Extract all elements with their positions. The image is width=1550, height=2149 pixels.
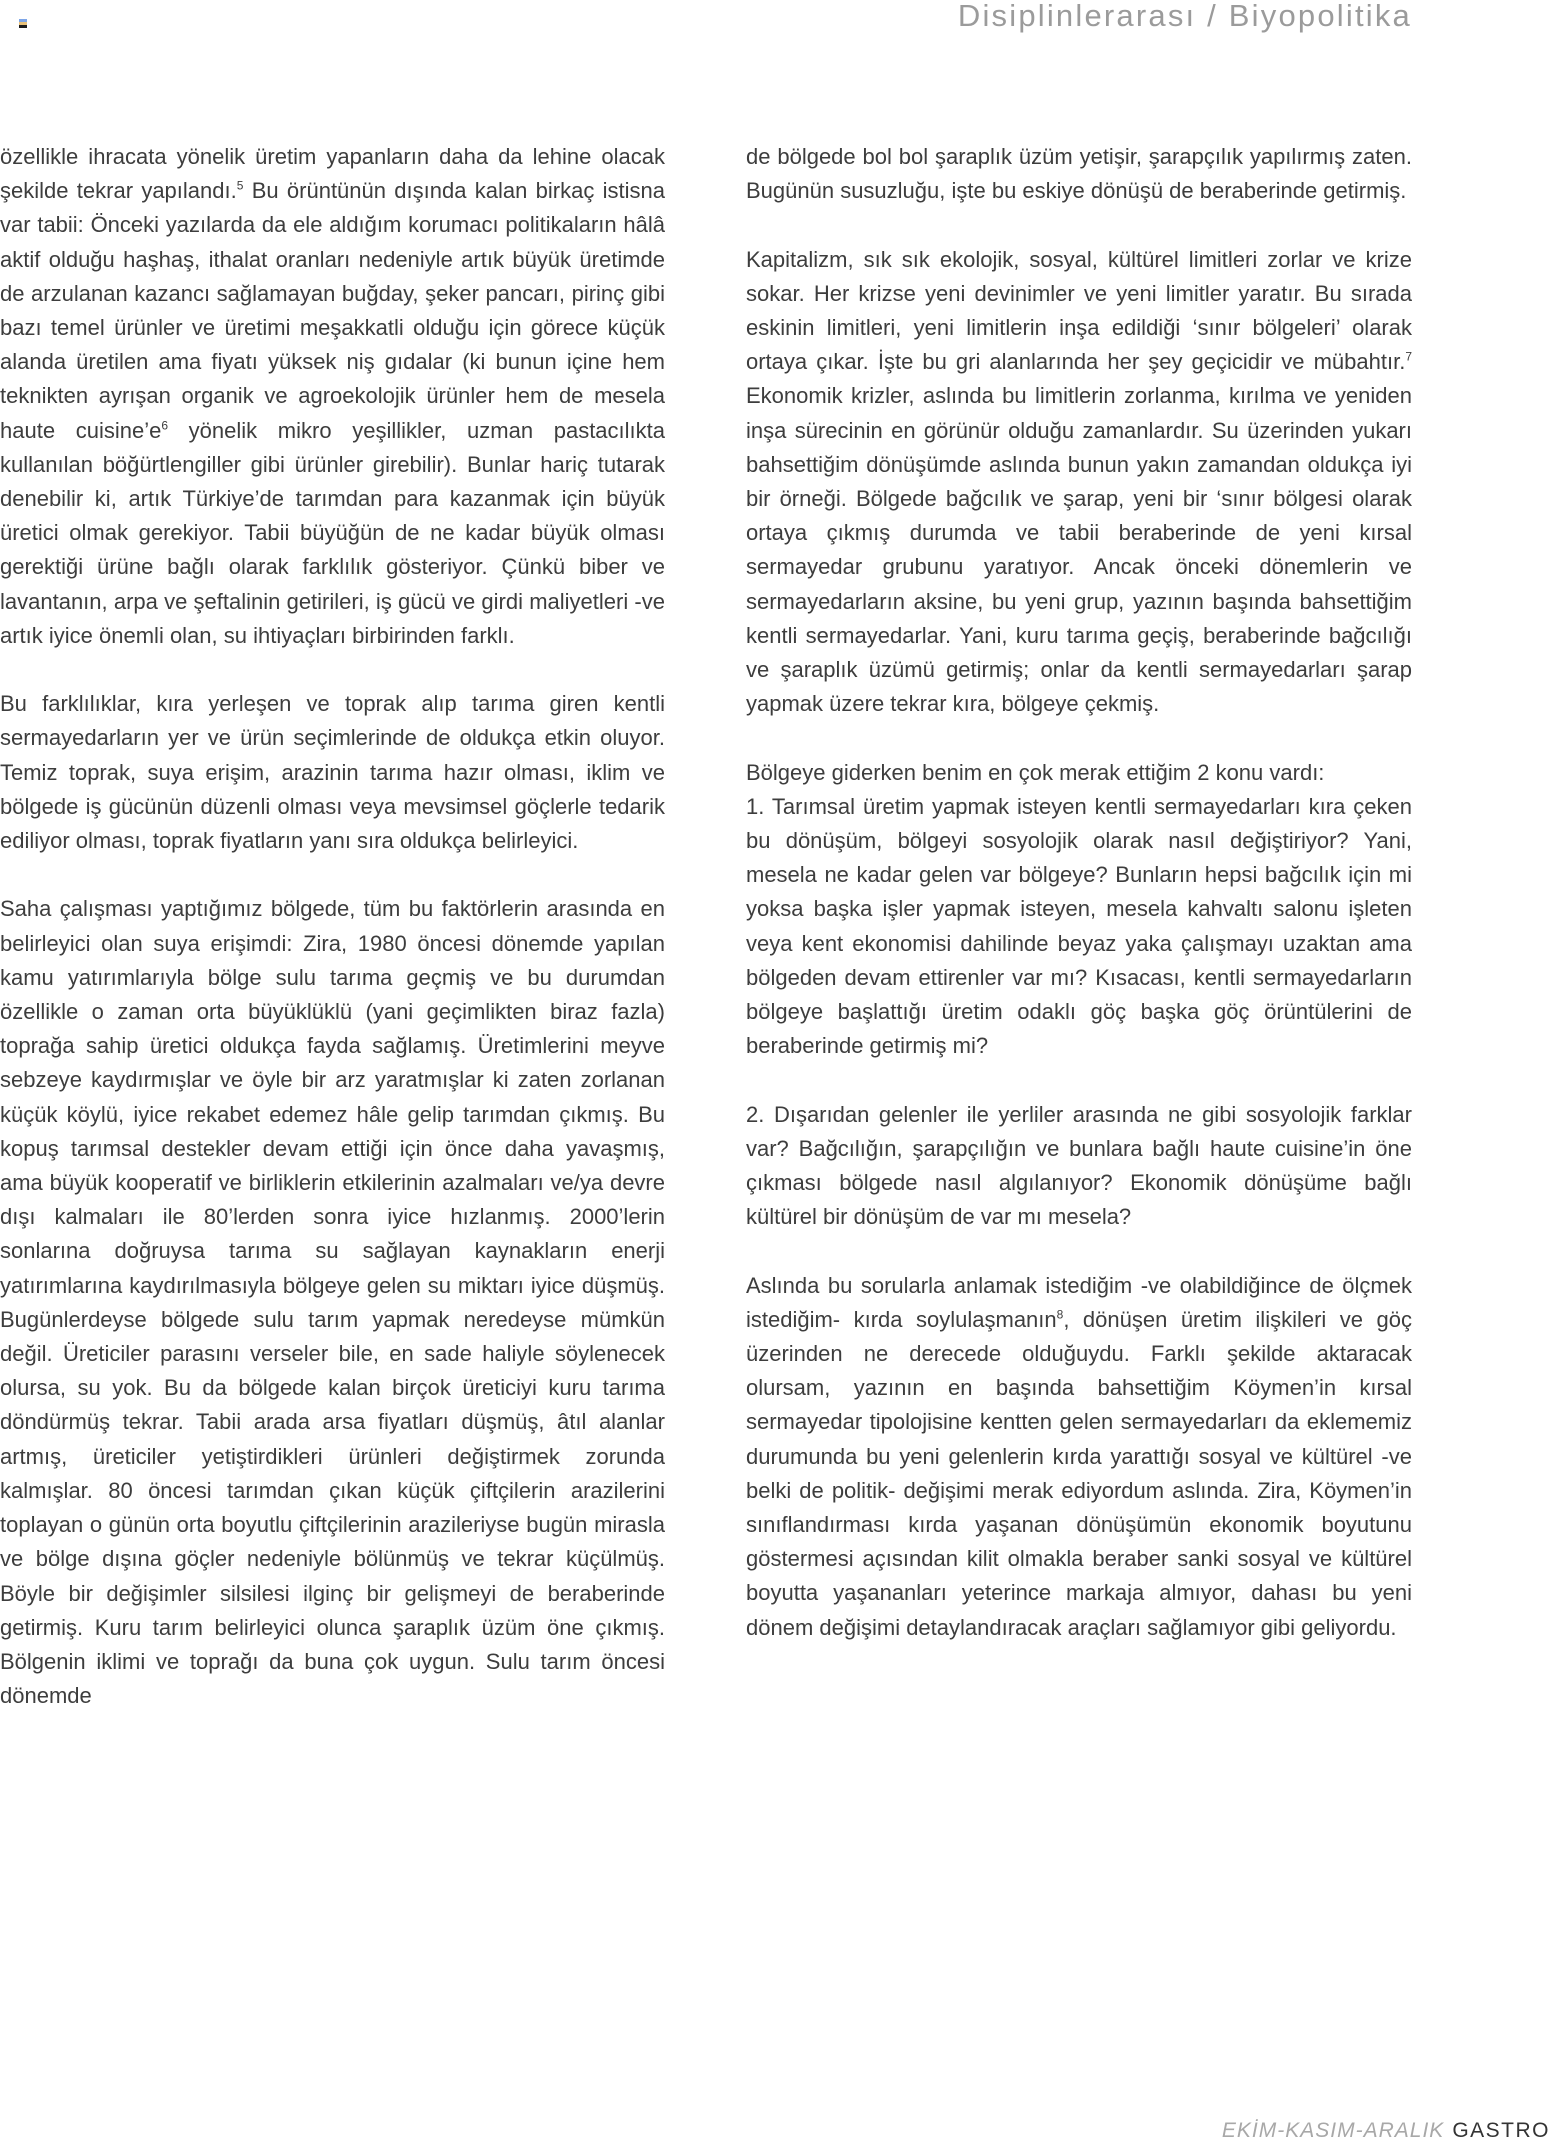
section-title: Disiplinlerarası / Biyopolitika: [957, 0, 1412, 33]
left-column: [0, 140, 665, 1713]
right-column: [746, 140, 1412, 1645]
text-run: , dönüşen üretim ilişkileri ve göç üzerinden ne derecede olduğuydu. Farklı şekilde aktaracak olursam, yazının en başında bahsettiğim Köymen’in kırsal sermayedar tipolojisine kentten gelen sermayedarları da eklememiz durumunda bu yeni gelenlerin kırda yarattığı sosyal ve kültürel -ve belki de politik- değişimi merak ediyordum aslında. Zira, Köymen’in sınıflandırması kırda yaşanan dönüşümün ekonomik boyutunu göstermesi açısından kilit olmakla beraber sanki sosyal ve kültürel boyutta yaşananları yeterince markaja almıyor, dahası bu yeni dönem değişimi detaylandıracak araçları sağlamıyor gibi geliyordu.: [746, 1306, 1412, 1640]
text-run: Kapitalizm, sık sık ekolojik, sosyal, kültürel limitleri zorlar ve krize sokar. Her krizse yeni devinimler ve yeni limitler yaratır. Bu sırada eskinin limitleri, yeni limitlerin inşa edildiği ‘sınır bölgeleri’ olarak ortaya çıkar. İşte bu gri alanlarında her şey geçicidir ve mübahtır.: [746, 246, 1412, 375]
text-run: Ekonomik krizler, aslında bu limitlerin zorlanma, kırılma ve yeniden inşa sürecinin en görünür olduğu zamanlardır. Su üzerinden yukarı bahsettiğim dönüşümde aslında bunun yakın zamandan oldukça iyi bir örneği. Bölgede bağcılık ve şarap, yeni bir ‘sınır bölgesi olarak ortaya çıkmış durumda ve tabii beraberinde de yeni kırsal sermayedar grubunu yaratıyor. Ancak önceki dönemlerin ve sermayedarların aksine, bu yeni grup, yazının başında bahsettiğim kentli sermayedarlar. Yani, kuru tarıma geçiş, beraberinde bağcılığı ve şaraplık üzümü getirmiş; onlar da kentli sermayedarları şarap yapmak üzere tekrar kıra, bölgeye çekmiş.: [746, 383, 1412, 717]
footnote-ref-5[interactable]: 5: [236, 178, 244, 193]
page-footer: [1222, 2119, 1550, 2149]
footnote-ref-8[interactable]: 8: [1056, 1307, 1064, 1322]
paragraph-differences: Bu farklılıklar, kıra yerleşen ve toprak alıp tarıma giren kentli sermayedarların yer ve ürün seçimlerinde de oldukça etkin oluyor. Temiz toprak, suya erişim, arazinin tarıma hazır olması, iklim ve bölgede iş gücünün düzenli olması veya mevsimsel göçlerle tedarik ediliyor olması, toprak fiyatların yanı sıra oldukça belirleyici.: [0, 691, 665, 854]
paragraph-gentrification: [746, 1269, 1412, 1645]
issue-label: EKİM-KASIM-ARALIK: [1221, 2119, 1445, 2142]
text-run: Aslında bu sorularla anlamak istediğim -ve olabildiğince de ölçmek istediğim- kırda soylulaşmanın: [746, 1272, 1412, 1332]
paragraph-export-production: [0, 140, 665, 653]
question-1: 1. Tarımsal üretim yapmak isteyen kentli sermayedarları kıra çeken bu dönüşüm, bölgeyi sosyolojik olarak nasıl değiştiriyor? Yani, mesela ne kadar gelen var bölgeye? Bunların hepsi bağcılık için mi yoksa başka işler yapmak isteyen, mesela kahvaltı salonu işleten veya kent ekonomisi dahilinde beyaz yaka çalışmayı uzaktan ama bölgeden devam ettirenler var mı? Kısacası, kentli sermayedarların bölgeye başlattığı üretim odaklı göç başka göç örüntülerini de beraberinde getirmiş mi?: [746, 793, 1412, 1059]
color-bar-marker-icon: [19, 19, 27, 28]
paragraph-wine-return: de bölgede bol bol şaraplık üzüm yetişir, şarapçılık yapılırmış zaten. Bugünün susuzluğu, işte bu eskiye dönüşü de beraberinde getirmiş.: [746, 144, 1412, 204]
marker-stripe-black: [19, 25, 27, 28]
paragraph-fieldwork-water: Saha çalışması yaptığımız bölgede, tüm bu faktörlerin arasında en belirleyici olan suya erişimdi: Zira, 1980 öncesi dönemde yapılan kamu yatırımlarıyla bölge sulu tarıma geçmiş ve bu durumdan özellikle o zaman orta büyüklüklü (yani geçimlikten biraz fazla) toprağa sahip üretici oldukça fayda sağlamış. Üretimlerini meyve sebzeye kaydırmışlar ve öyle bir arz yaratmışlar ki zaten zorlanan küçük köylü, iyice rekabet edemez hâle gelip tarımdan çıkmış. Bu kopuş tarımsal destekler devam ettiği için önce daha yavaşmış, ama büyük kooperatif ve birliklerin etkilerinin azalmaları ve/ya devre dışı kalmaları ile 80’lerden sonra iyice hızlanmış. 2000’lerin sonlarına doğruysa tarıma su sağlayan kaynakların enerji yatırımlarına kaydırılmasıyla bölgeye gelen su miktarı iyice düşmüş. Bugünlerdeyse bölgede sulu tarım yapmak neredeyse mümkün değil. Üreticiler parasını verseler bile, en sade haliyle söylenecek olursa, su yok. Bu da bölgede kalan birçok üreticiyi kuru tarıma döndürmüş tekrar. Tabii arada arsa fiyatları düşmüş, âtıl alanlar artmış, üreticiler yetiştirdikleri ürünleri değiştirmek zorunda kalmışlar. 80 öncesi tarımdan çıkan küçük çiftçilerin arazilerini toplayan o günün orta boyutlu çiftçilerinin arazileriyse bugün mirasla ve bölge dışına göçler nedeniyle bölünmüş ve tekrar küçülmüş. Böyle bir değişimler silsilesi ilginç bir gelişmeyi de beraberinde getirmiş. Kuru tarım belirleyici olunca şaraplık üzüm öne çıkmış. Bölgenin iklimi ve toprağı da buna çok uygun. Sulu tarım öncesi dönemde: [0, 896, 665, 1709]
text-run: Bu örüntünün dışında kalan birkaç istisna var tabii: Önceki yazılarda da ele aldığım korumacı politikaların hâlâ aktif olduğu haşhaş, ithalat oranları nedeniyle artık büyük üretimde de arzulanan kazancı sağlamayan buğday, şeker pancarı, pirinç gibi bazı temel ürünler ve üretimi meşakkatli olduğu için görece küçük alanda üretilen ama fiyatı yüksek niş gıdalar (ki bunun içine hem teknikten ayrışan organik ve agroekolojik ürünler hem de mesela haute cuisine’e: [0, 178, 665, 443]
footnote-ref-7[interactable]: 7: [1405, 349, 1412, 364]
question-2: 2. Dışarıdan gelenler ile yerliler arasında ne gibi sosyolojik farklar var? Bağcılığın, şarapçılığın ve bunlara bağlı haute cuisine’in öne çıkması bölgede nasıl algılanıyor? Ekonomik dönüşüme bağlı kültürel bir dönüşüm de var mı mesela?: [746, 1101, 1412, 1230]
paragraph-two-questions-intro: Bölgeye giderken benim en çok merak ettiğim 2 konu vardı:: [746, 759, 1325, 785]
text-run: özellikle ihracata yönelik üretim yapanların daha da lehine olacak şekilde tekrar yapılandı.: [0, 144, 665, 204]
paragraph-capitalism-limits: [746, 243, 1412, 722]
magazine-brand: GASTRO: [1452, 2119, 1550, 2142]
footnote-ref-6[interactable]: 6: [161, 418, 169, 433]
text-run: yönelik mikro yeşillikler, uzman pastacılıkta kullanılan böğürtlengiller gibi ürünler girebilir). Bunlar hariç tutarak denebilir ki, artık Türkiye’de tarımdan para kazanmak için büyük üretici olmak gerekiyor. Tabii büyüğün de ne kadar büyük olması gerektiği ürüne bağlı olarak farklılık gösteriyor. Çünkü biber ve lavantanın, arpa ve şeftalinin getirileri, iş gücü ve girdi maliyetleri -ve artık iyice önemli olan, su ihtiyaçları birbirinden farklı.: [0, 417, 665, 648]
